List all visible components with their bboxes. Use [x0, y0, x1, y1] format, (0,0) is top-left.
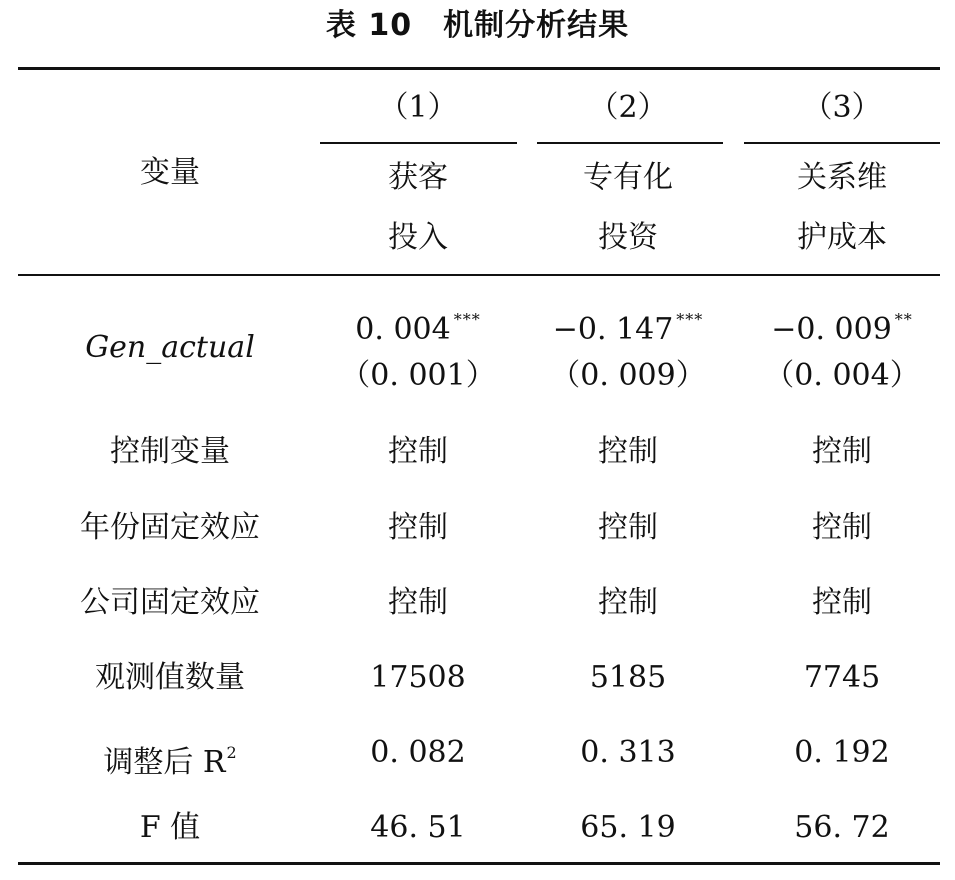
- table-cell: 0. 082: [370, 735, 466, 770]
- column-1-name-line1: 获客: [388, 160, 448, 195]
- gen-actual-label: Gen_actual: [85, 330, 255, 365]
- table-cell: 控制: [598, 434, 658, 469]
- table-cell: 控制: [812, 585, 872, 620]
- variable-header: 变量: [140, 155, 200, 190]
- table-cell: 56. 72: [794, 810, 890, 845]
- table-cell: 65. 19: [580, 810, 676, 845]
- significance-stars: **: [894, 310, 913, 329]
- gen-actual-se-3: （0. 004）: [764, 358, 920, 393]
- table-cell: 控制: [388, 585, 448, 620]
- gen-actual-se-2: （0. 009）: [550, 358, 706, 393]
- gen-actual-coef-2: [533, 300, 723, 350]
- row-label-firm-fe: 公司固定效应: [80, 585, 260, 620]
- top-rule: [18, 67, 940, 70]
- row-label-f-value: F 值: [139, 810, 201, 845]
- table-cell: 17508: [370, 660, 466, 695]
- column-3-subrule: [744, 142, 940, 144]
- significance-stars: ***: [453, 310, 481, 329]
- table-cell: 控制: [812, 434, 872, 469]
- header-bottom-rule: [18, 274, 940, 276]
- gen-actual-coef-1: [318, 300, 518, 350]
- table-cell: 0. 313: [580, 735, 676, 770]
- gen-actual-coef-3: [742, 300, 942, 350]
- column-3-number: （3）: [802, 90, 882, 125]
- column-2-name-line1: 专有化: [583, 160, 673, 195]
- superscript: 2: [226, 743, 237, 762]
- bottom-rule: [18, 862, 940, 865]
- column-1-subrule: [320, 142, 517, 144]
- column-2-number: （2）: [588, 90, 668, 125]
- table-cell: 0. 192: [794, 735, 890, 770]
- table-cell: 控制: [388, 510, 448, 545]
- column-1-name-line2: 投入: [388, 220, 448, 255]
- column-1-number: （1）: [378, 90, 458, 125]
- label-text: 调整后 R: [103, 745, 226, 780]
- table-cell: 7745: [803, 660, 881, 695]
- table-cell: 控制: [388, 434, 448, 469]
- table-cell: 46. 51: [370, 810, 466, 845]
- gen-actual-se-1: （0. 001）: [340, 358, 496, 393]
- table-cell: 控制: [812, 510, 872, 545]
- row-label-adj-r2: [20, 733, 320, 783]
- column-3-name-line2: 护成本: [797, 220, 887, 255]
- table-cell: 控制: [598, 585, 658, 620]
- table-cell: 控制: [598, 510, 658, 545]
- row-label-controls: 控制变量: [110, 434, 230, 469]
- coef-value: −0. 147: [552, 312, 674, 347]
- column-3-name-line1: 关系维: [797, 160, 887, 195]
- significance-stars: ***: [676, 310, 704, 329]
- table-title: 表 10 机制分析结果: [325, 8, 630, 43]
- row-label-year-fe: 年份固定效应: [80, 510, 260, 545]
- column-2-name-line2: 投资: [598, 220, 658, 255]
- row-label-observations: 观测值数量: [95, 660, 245, 695]
- column-2-subrule: [537, 142, 723, 144]
- coef-value: 0. 004: [355, 312, 451, 347]
- table-cell: 5185: [589, 660, 667, 695]
- coef-value: −0. 009: [771, 312, 892, 347]
